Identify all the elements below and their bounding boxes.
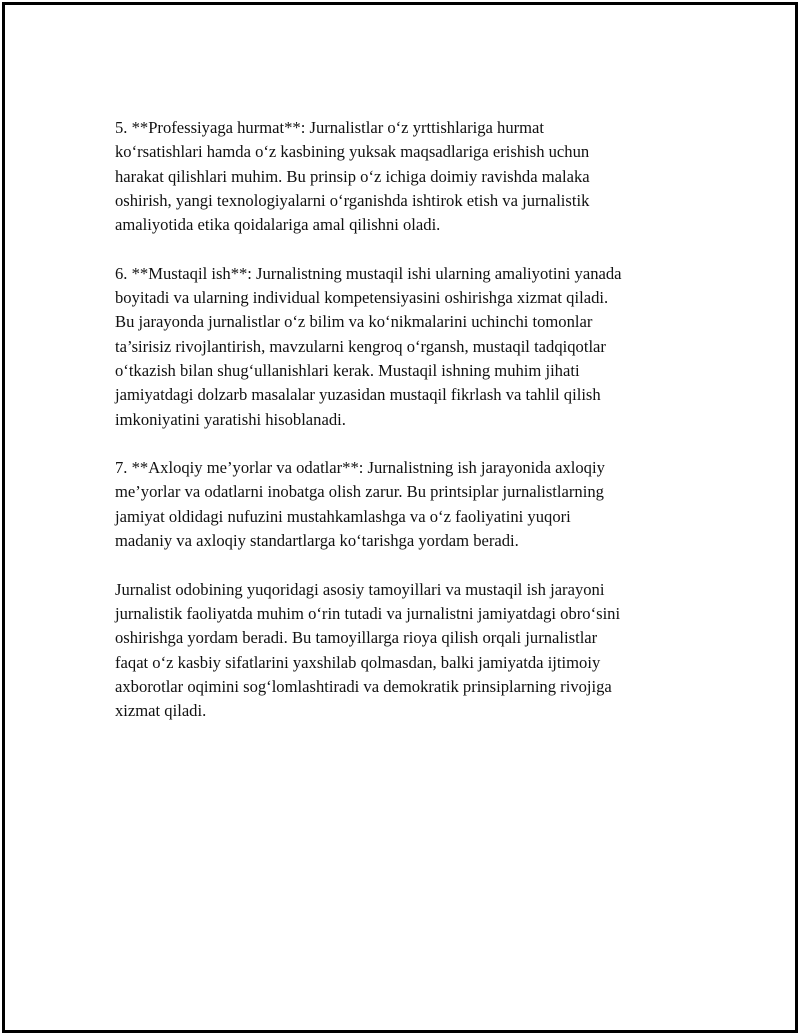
text-line: imkoniyatini yaratishi hisoblanadi. — [115, 409, 346, 429]
paragraph-professiyaga-hurmat — [115, 116, 695, 237]
text-line: harakat qilishlari muhim. Bu prinsip o‘z ichiga doimiy ravishda malaka — [115, 166, 590, 186]
text-line: 6. **Mustaqil ish**: Jurnalistning mustaqil ishi ularning amaliyotini yanada — [115, 263, 622, 283]
text-line: faqat o‘z kasbiy sifatlarini yaxshilab qolmasdan, balki jamiyatda ijtimoiy — [115, 652, 601, 672]
text-line: Bu jarayonda jurnalistlar o‘z bilim va ko‘nikmalarini uchinchi tomonlar — [115, 312, 593, 332]
text-line: ko‘rsatishlari hamda o‘z kasbining yuksak maqsadlariga erishish uchun — [115, 142, 590, 162]
text-line: jamiyat oldidagi nufuzini mustahkamlashga va o‘z faoliyatini yuqori — [115, 506, 571, 526]
text-line: ta’sirisiz rivojlantirish, mavzularni kengroq o‘rgansh, mustaqil tadqiqotlar — [115, 336, 606, 356]
paragraph-mustaqil-ish — [115, 262, 695, 432]
text-line: xizmat qiladi. — [115, 701, 207, 721]
paragraph-conclusion — [115, 578, 695, 724]
text-line: 5. **Professiyaga hurmat**: Jurnalistlar o‘z yrttishlariga hurmat — [115, 118, 545, 137]
text-line: oshirish, yangi texnologiyalarni o‘rganishda ishtirok etish va jurnalistik — [115, 190, 590, 210]
text-line: jurnalistik faoliyatda muhim o‘rin tutadi va jurnalistni jamiyatdagi obro‘sini — [115, 603, 621, 623]
text-line: 7. **Axloqiy me’yorlar va odatlar**: Jurnalistning ish jarayonida axloqiy — [115, 458, 605, 478]
text-line: o‘tkazish bilan shug‘ullanishlari kerak. Mustaqil ishning muhim jihati — [115, 360, 580, 380]
text-line: amaliyotida etika qoidalariga amal qilishni oladi. — [115, 215, 441, 235]
text-line: jamiyatdagi dolzarb masalalar yuzasidan mustaqil fikrlash va tahlil qilish — [115, 385, 601, 405]
text-line: axborotlar oqimini sog‘lomlashtiradi va demokratik prinsiplarning rivojiga — [115, 676, 612, 696]
text-line: boyitadi va ularning individual kompetensiyasini oshirishga xizmat qiladi. — [115, 288, 609, 308]
text-line: oshirishga yordam beradi. Bu tamoyillarga rioya qilish orqali jurnalistlar — [115, 628, 598, 648]
document-body — [115, 116, 695, 723]
text-line: me’yorlar va odatlarni inobatga olish zarur. Bu printsiplar jurnalistlarning — [115, 482, 604, 502]
text-line: Jurnalist odobining yuqoridagi asosiy tamoyillari va mustaqil ish jarayoni — [115, 579, 605, 599]
text-line: madaniy va axloqiy standartlarga ko‘tarishga yordam beradi. — [115, 531, 519, 551]
paragraph-axloqiy-meyorlar — [115, 456, 695, 553]
